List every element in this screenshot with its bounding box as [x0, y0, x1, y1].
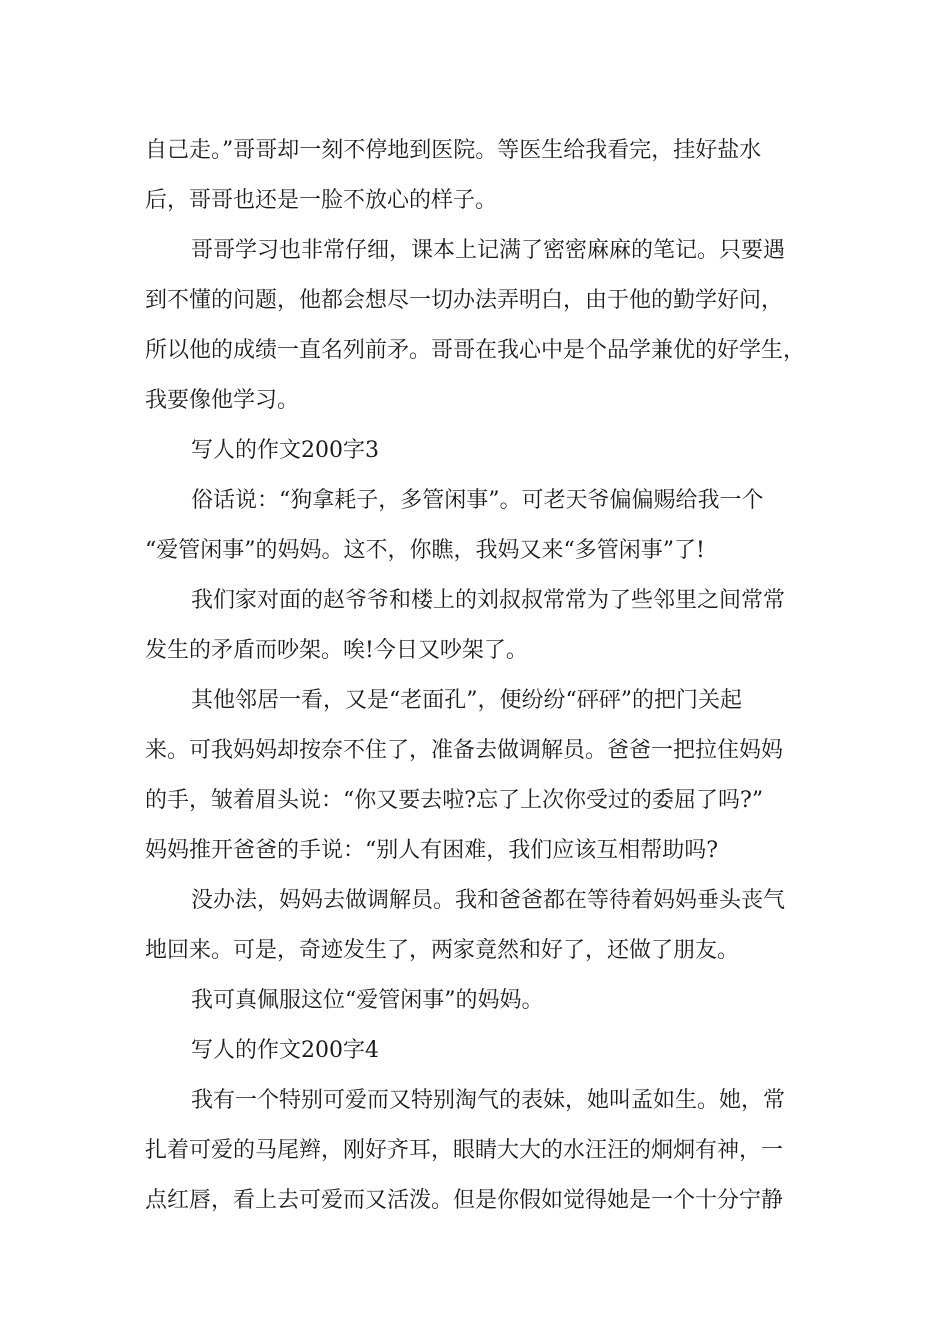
text-line: 扎着可爱的马尾辫，刚好齐耳，眼睛大大的水汪汪的炯炯有神，一: [145, 1138, 784, 1163]
text-line: 所以他的成绩一直名列前矛。哥哥在我心中是个品学兼优的好学生，: [145, 338, 806, 363]
text-line: 我可真佩服这位“爱管闲事”的妈妈。: [191, 988, 544, 1013]
paragraph: [145, 1076, 815, 1226]
paragraph: [145, 576, 815, 676]
paragraph: [145, 476, 815, 576]
text-line: “爱管闲事”的妈妈。这不，你瞧，我妈又来“多管闲事”了!: [145, 538, 705, 563]
paragraph: [145, 876, 815, 976]
document-body: [145, 126, 815, 1226]
text-line: 我们家对面的赵爷爷和楼上的刘叔叔常常为了些邻里之间常常: [191, 588, 786, 613]
text-line: 哥哥学习也非常仔细，课本上记满了密密麻麻的笔记。只要遇: [191, 238, 786, 263]
section-heading-text: 写人的作文200字4: [191, 1038, 379, 1063]
text-line: 没办法，妈妈去做调解员。我和爸爸都在等待着妈妈垂头丧气: [191, 888, 786, 913]
text-line: 其他邻居一看，又是“老面孔”，便纷纷“砰砰”的把门关起: [191, 688, 742, 713]
section-heading: [145, 1026, 815, 1076]
text-line: 俗话说：“狗拿耗子，多管闲事”。可老天爷偏偏赐给我一个: [191, 488, 764, 513]
text-line: 点红唇，看上去可爱而又活泼。但是你假如觉得她是一个十分宁静: [145, 1188, 784, 1213]
paragraph: [145, 676, 815, 876]
text-line: 来。可我妈妈却按奈不住了，准备去做调解员。爸爸一把拉住妈妈: [145, 738, 784, 763]
text-line: 我有一个特别可爱而又特别淘气的表妹，她叫孟如生。她，常: [191, 1088, 786, 1113]
text-line: 地回来。可是，奇迹发生了，两家竟然和好了，还做了朋友。: [145, 938, 740, 963]
paragraph: [145, 976, 815, 1026]
section-heading-text: 写人的作文200字3: [191, 438, 379, 463]
text-line: 后，哥哥也还是一脸不放心的样子。: [145, 188, 498, 213]
text-line: 妈妈推开爸爸的手说：“别人有困难，我们应该互相帮助吗?: [145, 838, 719, 863]
paragraph: [145, 226, 815, 426]
section-heading: [145, 426, 815, 476]
text-line: 我要像他学习。: [145, 388, 300, 413]
paragraph: [145, 126, 815, 226]
text-line: 自己走。”哥哥却一刻不停地到医院。等医生给我看完，挂好盐水: [145, 138, 762, 163]
text-line: 到不懂的问题，他都会想尽一切办法弄明白，由于他的勤学好问，: [145, 288, 784, 313]
text-line: 的手，皱着眉头说：“你又要去啦?忘了上次你受过的委屈了吗?”: [145, 788, 764, 813]
text-line: 发生的矛盾而吵架。唉!今日又吵架了。: [145, 638, 528, 663]
